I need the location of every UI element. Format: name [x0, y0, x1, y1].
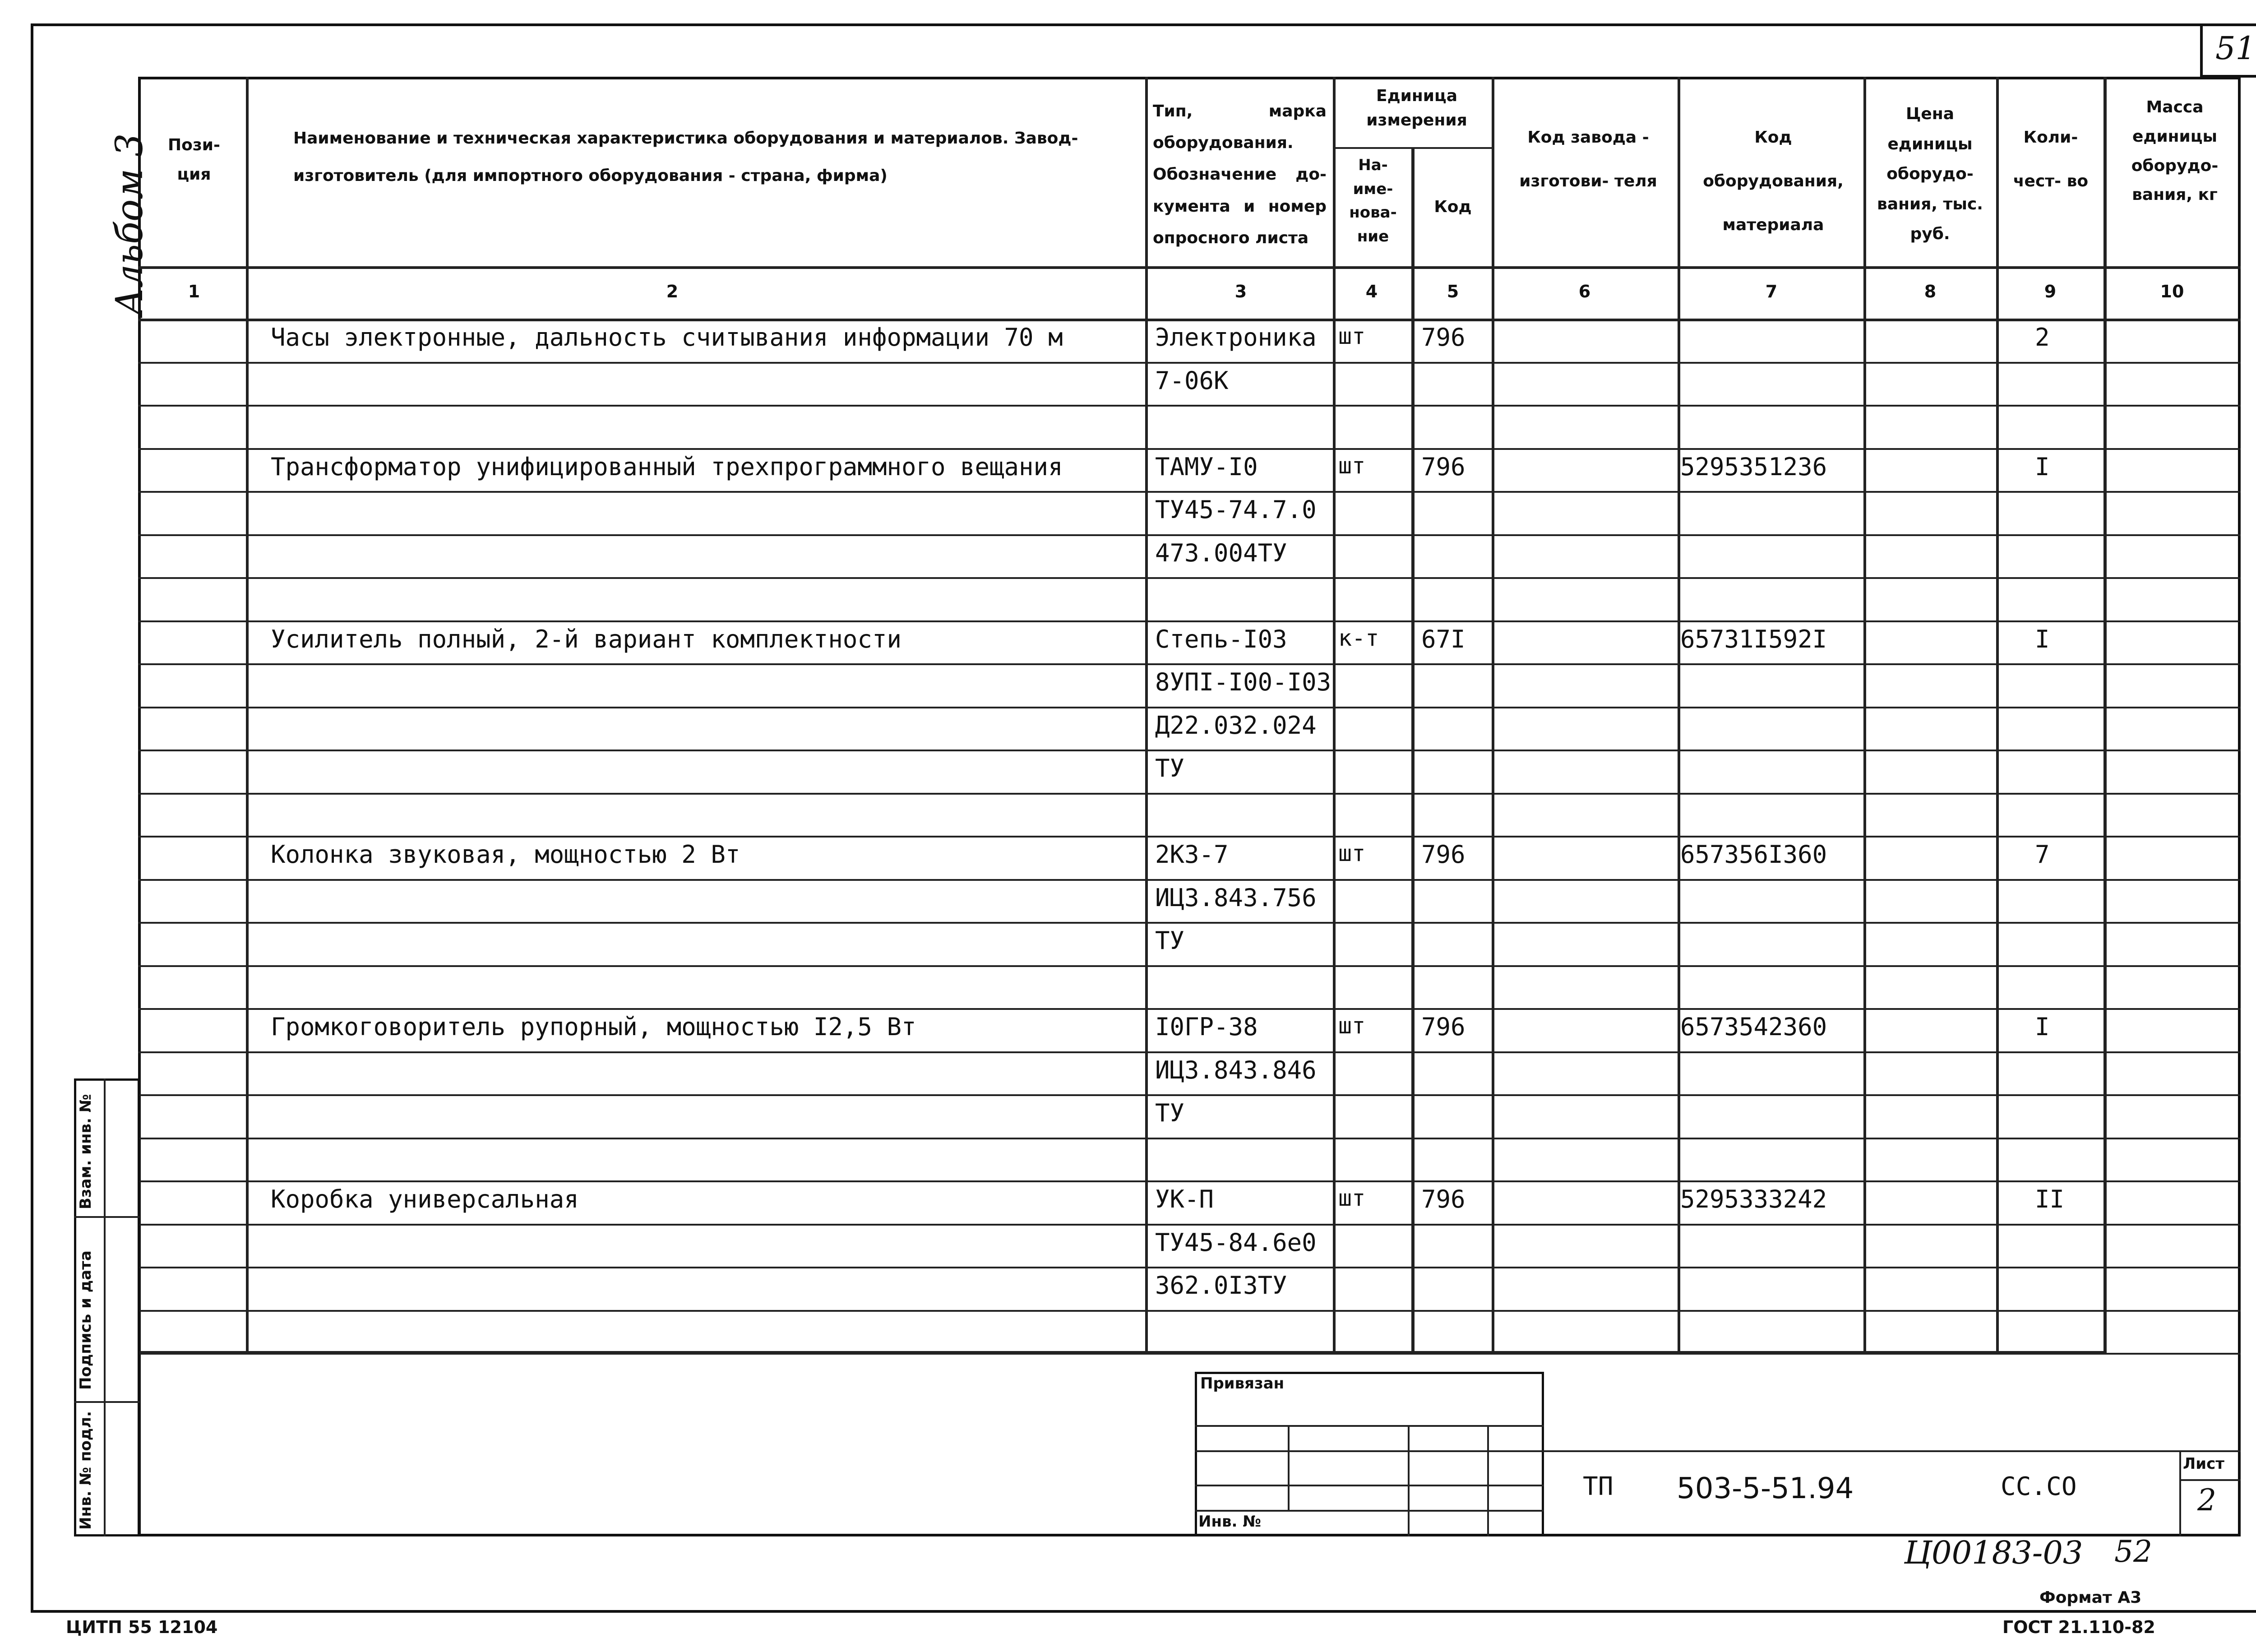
format-label: Формат А3 [2039, 1588, 2142, 1607]
header-col1: Пози- ция [168, 136, 220, 184]
cell-type: ТУ [1155, 926, 1185, 955]
header-col2: Наименование и техническая характеристика оборудования и материалов. Завод-изготовитель (для импортного оборудования - страна, фирма) [293, 129, 1078, 185]
cell-qty: 2 [2035, 323, 2050, 352]
cell-type: Д22.032.024 [1155, 711, 1317, 740]
colnum-10: 10 [2160, 282, 2184, 301]
table-row-line [138, 1310, 2241, 1312]
cell-name: Коробка универсальная [271, 1185, 579, 1213]
colnum-4: 4 [1365, 282, 1378, 301]
col-line-9 [2103, 77, 2107, 1353]
col-line-6 [1678, 77, 1680, 1353]
colnum-1: 1 [188, 282, 200, 301]
header-col10: Масса единицы оборудо- вания, кг [2131, 98, 2219, 204]
table-row-line [138, 1051, 2241, 1053]
privyazan-vline-3 [1487, 1425, 1489, 1536]
table-row-line [138, 707, 2241, 708]
cell-type: ТУ45-84.6е0 [1155, 1228, 1317, 1257]
cell-type: Электроника [1155, 323, 1317, 352]
colnum-3: 3 [1234, 282, 1247, 301]
cell-unit: шт [1338, 1185, 1366, 1211]
side-stamp-divider [104, 1078, 106, 1536]
colnum-9: 9 [2044, 282, 2057, 301]
cell-unit-code: 796 [1421, 323, 1465, 352]
cell-type: 473.004ТУ [1155, 538, 1287, 567]
cell-type: I0ГР-38 [1155, 1013, 1258, 1041]
header-col8: Цена единицы оборудо- вания, тыс. руб. [1877, 105, 1983, 244]
title-tp: ТП [1583, 1472, 1613, 1501]
cell-type: ТУ [1155, 1099, 1185, 1127]
cell-unit: к-т [1338, 625, 1379, 651]
title-block-list-line [2179, 1479, 2241, 1481]
table-row-line [138, 1267, 2241, 1268]
side-stamp-inv-podl: Инв. № подл. [77, 1411, 95, 1530]
cell-name: Часы электронные, дальность считывания информации 70 м [271, 323, 1063, 352]
side-stamp-line-1 [74, 1216, 140, 1218]
table-row-line [138, 1180, 2241, 1182]
album-label: Альбом 3 [108, 133, 151, 316]
col-line-5 [1492, 77, 1494, 1353]
table-row-line [138, 1353, 2241, 1355]
cell-type: 362.0I3ТУ [1155, 1271, 1287, 1300]
table-row-line [138, 1224, 2241, 1226]
table-row-line [138, 491, 2241, 493]
header-col3: Тип, марка оборудования. Обозначение до- кумента и номер опросного листа [1153, 102, 1327, 247]
cell-type: ИЦ3.843.756 [1155, 883, 1317, 912]
colnum-bottom-line [138, 319, 2241, 321]
cell-equip-code: 65731I592I [1680, 625, 1827, 653]
cell-unit: шт [1338, 323, 1366, 349]
cell-type: ИЦ3.843.846 [1155, 1055, 1317, 1084]
col-line-1 [246, 77, 249, 1353]
colnum-5: 5 [1447, 282, 1459, 301]
header-col9: Коли- чест- во [2013, 128, 2089, 191]
cell-type: 8УПI-I00-I03 [1155, 668, 1331, 696]
privyazan-line-1 [1195, 1425, 1544, 1427]
table-row-line [138, 620, 2241, 622]
privyazan-vline-1 [1288, 1425, 1290, 1510]
table-row-line [138, 793, 2241, 795]
header-col4: На- име- нова- ние [1349, 156, 1397, 246]
cell-qty: II [2035, 1185, 2065, 1213]
colnum-7: 7 [1765, 282, 1778, 301]
table-row-line [138, 405, 2241, 407]
cell-type: 2К3-7 [1155, 840, 1229, 869]
title-list-number: 2 [2197, 1483, 2216, 1518]
table-row-line [138, 534, 2241, 536]
table-row-line [138, 922, 2241, 924]
privyazan-label: Привязан [1200, 1374, 1285, 1393]
title-code: 503-5-51.94 [1677, 1472, 1854, 1505]
col-line-3 [1333, 77, 1336, 1353]
cell-type: ТАМУ-I0 [1155, 452, 1258, 481]
handwritten-page: 52 [2114, 1534, 2152, 1569]
cell-unit-code: 796 [1421, 840, 1465, 869]
cell-type: 7-06К [1155, 366, 1229, 395]
table-row-line [138, 663, 2241, 665]
table-row-line [138, 1138, 2241, 1139]
table-row-line [138, 1094, 2241, 1096]
header-col6: Код завода - изготови- теля [1519, 128, 1657, 191]
title-list-label: Лист [2183, 1455, 2224, 1473]
cell-equip-code: 657356I360 [1680, 840, 1827, 869]
table-row-line [138, 750, 2241, 751]
cell-unit-code: 796 [1421, 452, 1465, 481]
table-row-line [138, 836, 2241, 838]
side-stamp-podpis: Подпись и дата [77, 1250, 95, 1390]
table-row-line [138, 1008, 2241, 1010]
header-col5: Код [1434, 198, 1472, 216]
title-block-list-divider [2179, 1450, 2181, 1536]
table-row-line [138, 448, 2241, 450]
handwritten-code: Ц00183-03 [1904, 1534, 2083, 1571]
cell-unit-code: 796 [1421, 1013, 1465, 1041]
cell-type: УК-П [1155, 1185, 1214, 1213]
privyazan-box [1195, 1372, 1544, 1536]
table-row-line [138, 965, 2241, 967]
privyazan-line-2 [1195, 1450, 1544, 1452]
title-mark: СС.СО [2001, 1472, 2077, 1501]
cell-name: Усилитель полный, 2-й вариант комплектности [271, 625, 901, 653]
cell-equip-code: 5295351236 [1680, 452, 1827, 481]
colnum-8: 8 [1924, 282, 1937, 301]
inv-no-label: Инв. № [1198, 1513, 1262, 1531]
gost-label: ГОСТ 21.110-82 [2002, 1617, 2155, 1637]
col-line-2 [1145, 77, 1148, 1353]
col-line-7 [1863, 77, 1866, 1353]
privyazan-line-4 [1195, 1510, 1544, 1512]
table-row-line [138, 362, 2241, 364]
cell-qty: I [2035, 625, 2050, 653]
cell-equip-code: 5295333242 [1680, 1185, 1827, 1213]
header-bottom-line [138, 266, 2241, 269]
privyazan-vline-2 [1408, 1425, 1410, 1536]
cell-unit-code: 796 [1421, 1185, 1465, 1213]
header-unit-group: Единица измерения [1366, 87, 1467, 130]
privyazan-line-3 [1195, 1485, 1544, 1486]
cell-name: Колонка звуковая, мощностью 2 Вт [271, 840, 740, 869]
table-row-line [138, 879, 2241, 881]
table-row-line [138, 577, 2241, 579]
col-line-8 [1996, 77, 1999, 1353]
cell-name: Трансформатор унифицированный трехпрограммного вещания [271, 452, 1063, 481]
cell-qty: I [2035, 1013, 2050, 1041]
colnum-6: 6 [1578, 282, 1591, 301]
cell-type: ТУ45-74.7.0 [1155, 495, 1317, 524]
side-stamp-line-2 [74, 1401, 140, 1403]
cell-qty: I [2035, 452, 2050, 481]
cell-type: ТУ [1155, 754, 1185, 782]
side-stamp-vzam: Взам. инв. № [77, 1094, 95, 1209]
sheet-number-top: 51 [2215, 30, 2256, 67]
cell-qty: 7 [2035, 840, 2050, 869]
cell-equip-code: 6573542360 [1680, 1013, 1827, 1041]
citp-label: ЦИТП 55 12104 [66, 1617, 218, 1637]
cell-unit: шт [1338, 452, 1366, 479]
cell-unit: шт [1338, 840, 1366, 866]
cell-unit: шт [1338, 1013, 1366, 1039]
cell-name: Громкоговоритель рупорный, мощностью I2,5 Вт [271, 1013, 916, 1041]
cell-type: Степь-I03 [1155, 625, 1287, 653]
colnum-2: 2 [666, 282, 679, 301]
title-block-top-line [1544, 1450, 2241, 1452]
header-col7: Код оборудования, материала [1703, 128, 1844, 235]
cell-unit-code: 67I [1421, 625, 1465, 653]
